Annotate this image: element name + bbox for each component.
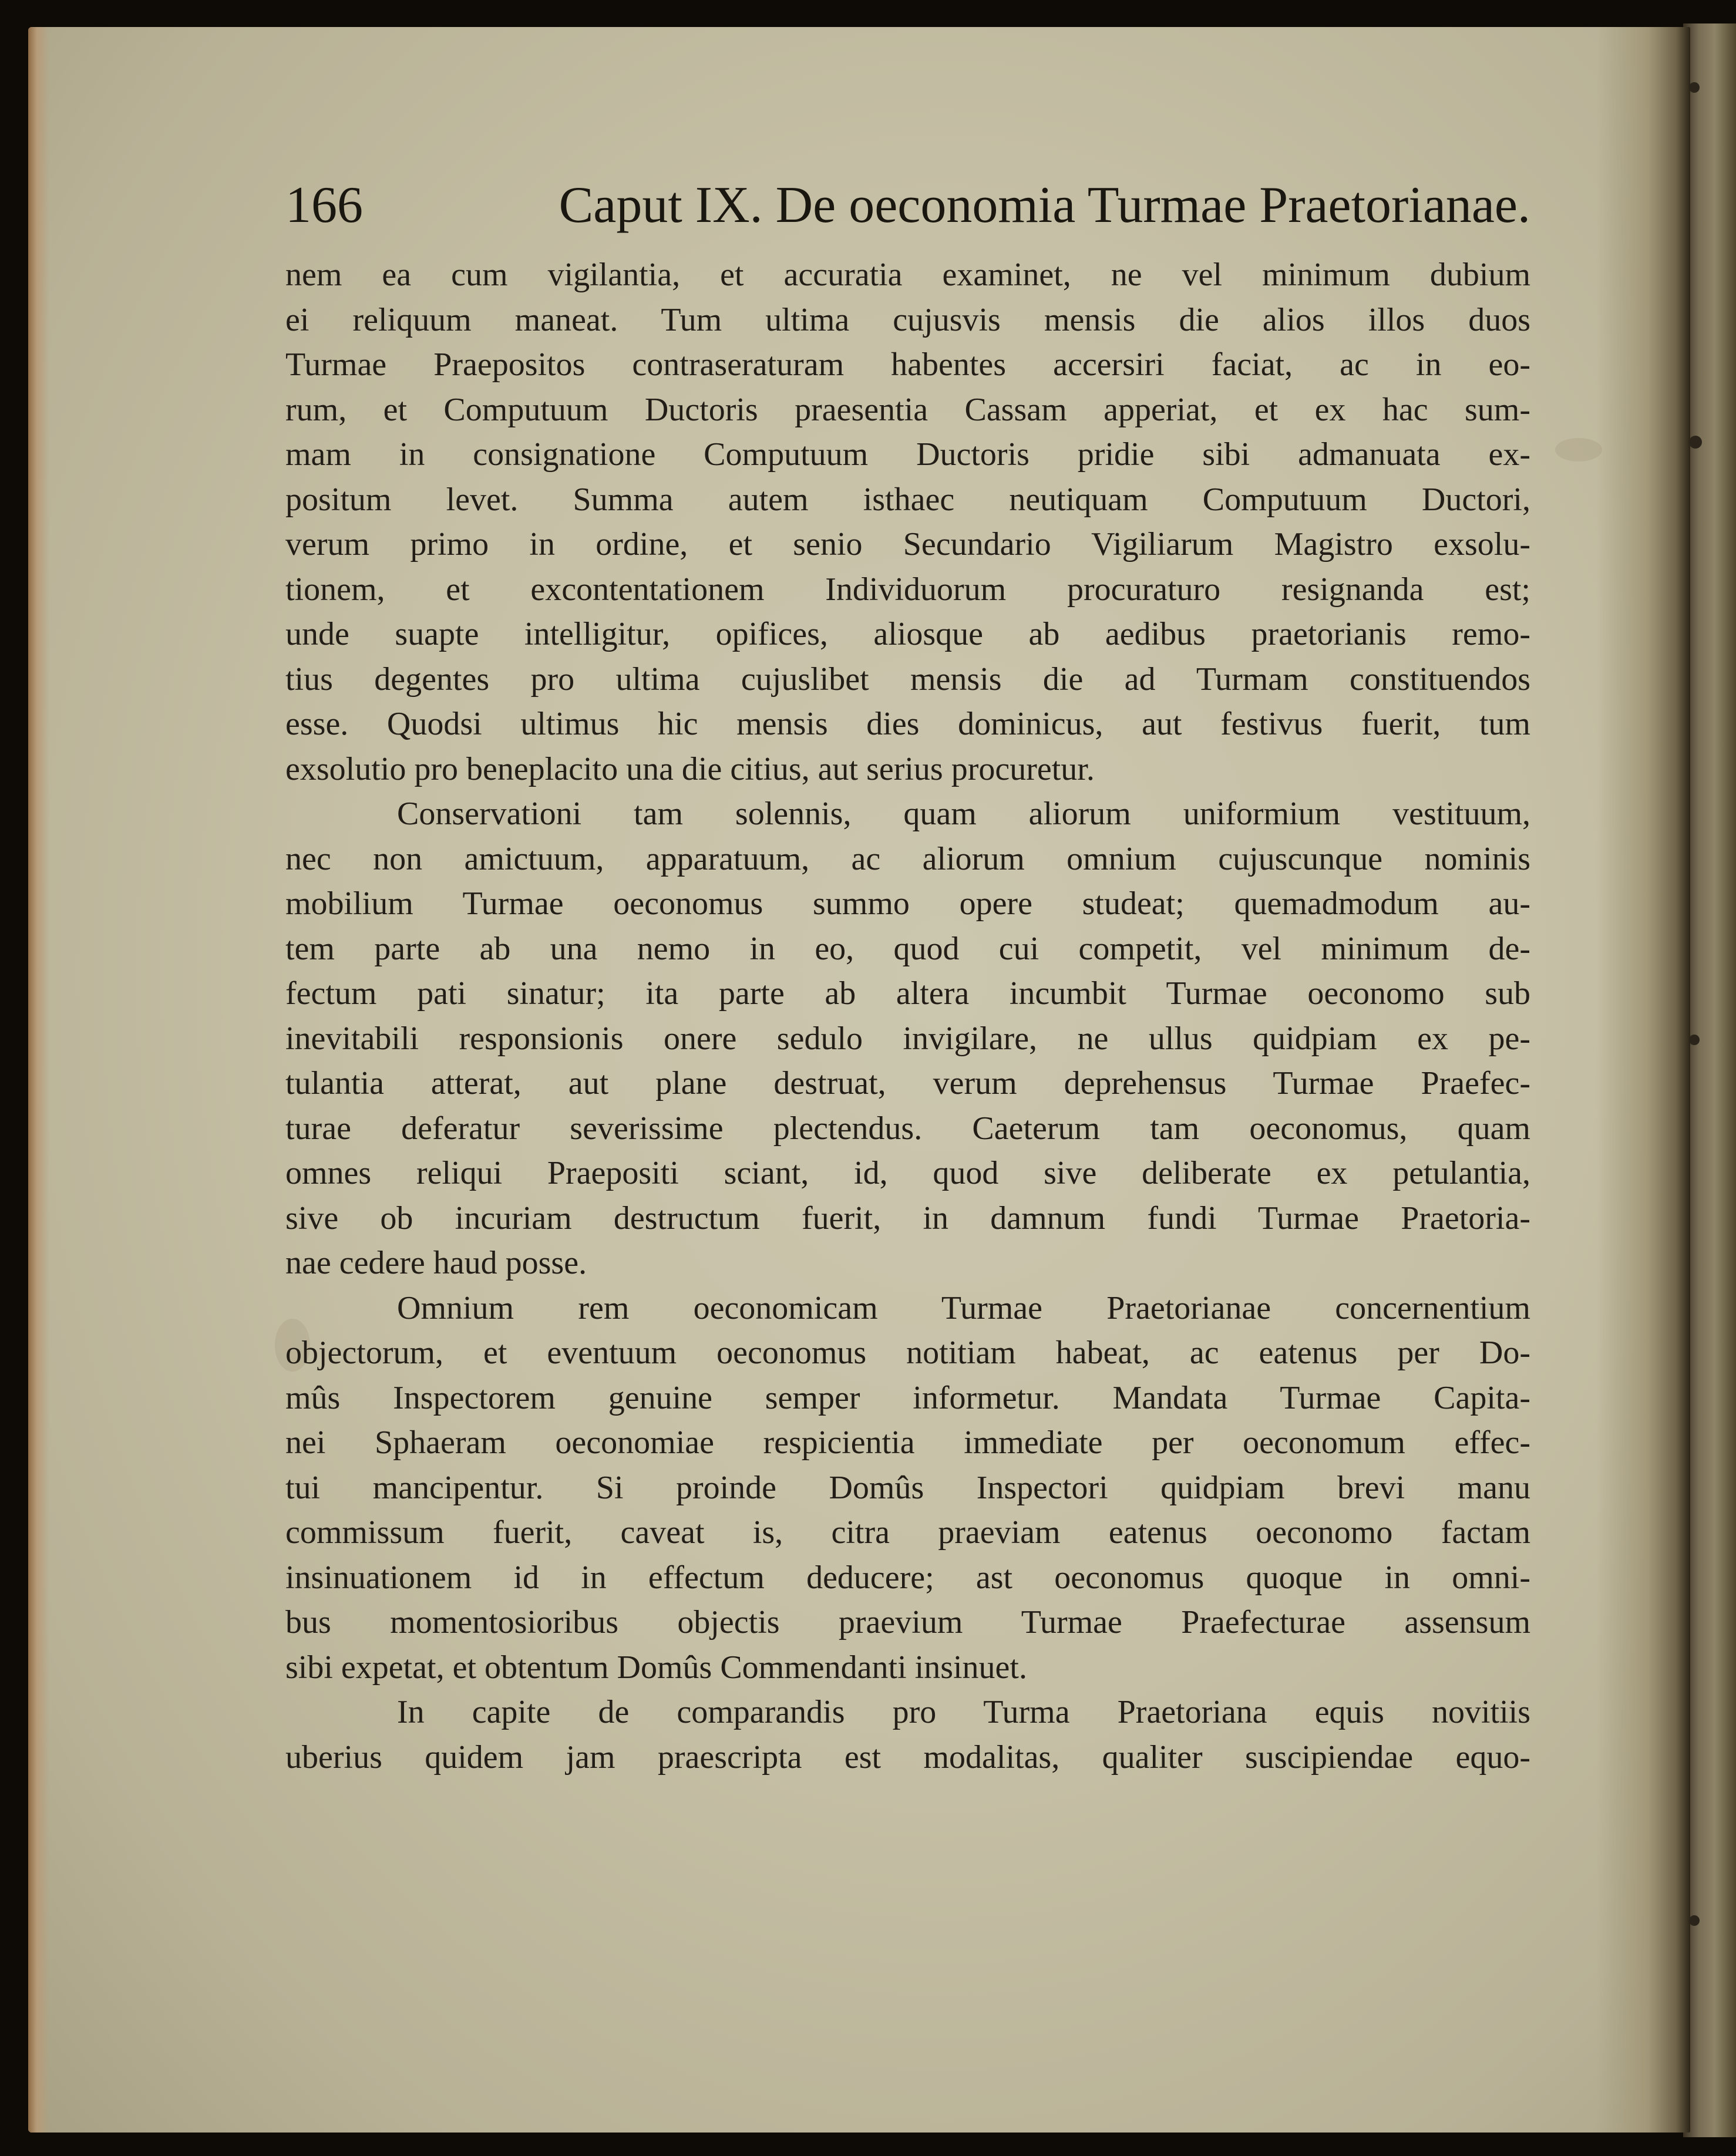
- text-line: tius degentes pro ultima cujuslibet mensis die ad Turmam constituendos: [285, 661, 1530, 698]
- book-gutter: [1683, 23, 1736, 2137]
- text-line: insinuationem id in effectum deducere; ast oeconomus quoque in omni-: [285, 1559, 1530, 1596]
- text-line: Conservationi tam solennis, quam aliorum uniformium vestituum,: [397, 796, 1530, 832]
- binding-mark: [1689, 1035, 1700, 1045]
- paragraph: [285, 1286, 1530, 1690]
- text-line: mobilium Turmae oeconomus summo opere studeat; quemadmodum au-: [285, 885, 1530, 922]
- text-line: bus momentosioribus objectis praevium Turmae Praefecturae assensum: [285, 1604, 1530, 1640]
- paper-stain: [1555, 438, 1602, 461]
- body-text: [285, 252, 1530, 1780]
- text-line: rum, et Computuum Ductoris praesentia Cassam apperiat, et ex hac sum-: [285, 391, 1530, 428]
- text-line: In capite de comparandis pro Turma Praetoriana equis novitiis: [397, 1694, 1530, 1730]
- text-line: tionem, et excontentationem Individuorum procuraturo resignanda est;: [285, 571, 1530, 608]
- text-line: esse. Quodsi ultimus hic mensis dies dominicus, aut festivus fuerit, tum: [285, 706, 1530, 742]
- paragraph: [285, 252, 1530, 791]
- page-number: 166: [285, 177, 363, 234]
- text-line: commissum fuerit, caveat is, citra praeviam eatenus oeconomo factam: [285, 1514, 1530, 1551]
- running-header: [285, 170, 1530, 252]
- text-line: mûs Inspectorem genuine semper informetur. Mandata Turmae Capita-: [285, 1379, 1530, 1416]
- chapter-title: Caput IX. De oeconomia Turmae Praetorianae.: [559, 177, 1530, 234]
- text-line: nec non amictuum, apparatuum, ac aliorum omnium cujuscunque nominis: [285, 840, 1530, 877]
- page-edge-left: [28, 27, 49, 2133]
- text-line: fectum pati sinatur; ita parte ab altera incumbit Turmae oeconomo sub: [285, 975, 1530, 1012]
- text-line: inevitabili responsionis onere sedulo invigilare, ne ullus quidpiam ex pe-: [285, 1020, 1530, 1057]
- text-line: mam in consignatione Computuum Ductoris pridie sibi admanuata ex-: [285, 436, 1530, 473]
- text-line: sibi expetat, et obtentum Domûs Commendanti insinuet.: [285, 1649, 1027, 1686]
- text-line: unde suapte intelligitur, opifices, aliosque ab aedibus praetorianis remo-: [285, 616, 1530, 652]
- binding-mark: [1689, 436, 1702, 449]
- text-line: Omnium rem oeconomicam Turmae Praetorianae concernentium: [397, 1289, 1530, 1326]
- text-line: sive ob incuriam destructum fuerit, in damnum fundi Turmae Praetoria-: [285, 1200, 1530, 1237]
- text-line: positum levet. Summa autem isthaec neutiquam Computuum Ductori,: [285, 481, 1530, 518]
- text-line: ei reliquum maneat. Tum ultima cujusvis mensis die alios illos duos: [285, 301, 1530, 338]
- text-line: tui mancipentur. Si proinde Domûs Inspectori quidpiam brevi manu: [285, 1469, 1530, 1506]
- page-text-block: [285, 170, 1530, 2108]
- binding-mark: [1689, 82, 1700, 93]
- text-line: nei Sphaeram oeconomiae respicientia immediate per oeconomum effec-: [285, 1424, 1530, 1461]
- page-edge-right: [1596, 27, 1690, 2133]
- text-line: uberius quidem jam praescripta est modalitas, qualiter suscipiendae equo-: [285, 1739, 1530, 1776]
- text-line: tem parte ab una nemo in eo, quod cui competit, vel minimum de-: [285, 930, 1530, 967]
- binding-mark: [1689, 1915, 1700, 1926]
- text-line: verum primo in ordine, et senio Secundario Vigiliarum Magistro exsolu-: [285, 526, 1530, 562]
- text-line: omnes reliqui Praepositi sciant, id, quod sive deliberate ex petulantia,: [285, 1155, 1530, 1191]
- text-line: exsolutio pro beneplacito una die citius, aut serius procuretur.: [285, 750, 1095, 787]
- text-line: nem ea cum vigilantia, et accuratia examinet, ne vel minimum dubium: [285, 257, 1530, 293]
- text-line: nae cedere haud posse.: [285, 1245, 587, 1281]
- text-line: objectorum, et eventuum oeconomus notitiam habeat, ac eatenus per Do-: [285, 1335, 1530, 1371]
- paragraph: [285, 1690, 1530, 1780]
- text-line: Turmae Praepositos contraseraturam habentes accersiri faciat, ac in eo-: [285, 346, 1530, 383]
- paragraph: [285, 791, 1530, 1286]
- text-line: tulantia atterat, aut plane destruat, verum deprehensus Turmae Praefec-: [285, 1065, 1530, 1101]
- text-line: turae deferatur severissime plectendus. Caeterum tam oeconomus, quam: [285, 1110, 1530, 1147]
